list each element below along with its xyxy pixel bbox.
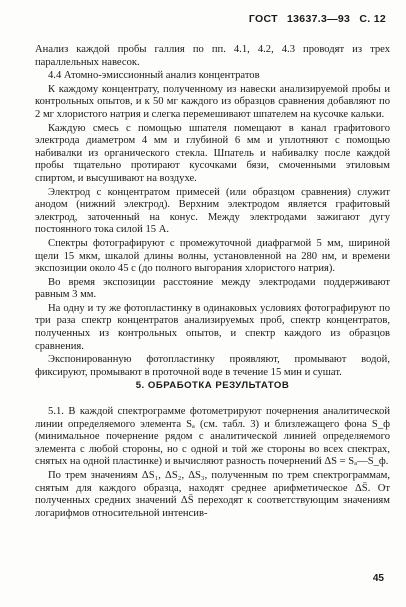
paragraph: Анализ каждой пробы галлия по пп. 4.1, 4.2, 4.3 проводят из трех параллельных навесок. — [35, 44, 390, 68]
paragraph: К каждому концентрату, полученному из навески анализируемой пробы и контрольных опытов, и к 50 мг каждого из образцов сравнения добавляют по 2 мг хлористого натрия и слегка перемешивают шпателем на кусочке кальки. — [35, 83, 390, 120]
paragraph: 5.1. В каждой спектрограмме фотометрируют почернения аналитической линии определяемого элемента Sₐ (см. табл. 3) и близлежащего фона S_ф (минимальное почернение рядом с аналитической линией определяемого элемента с любой стороны, но с одной и той же стороны во всех спектрах, снятых на одной пластинке) и вычисляют разность почернений ΔS = Sₐ—S_ф. — [35, 406, 390, 468]
header-page-label: С. 12 — [359, 13, 386, 25]
paragraph: Каждую смесь с помощью шпателя помещают в канал графитового электрода диаметром 4 мм и глубиной 6 мм и уплотняют с помощью набивалки из органического стекла. Шпатель и набивалку после каждой пробы тщательно протирают кусочками бязи, смоченными этиловым спиртом, и высушивают на воздухе. — [35, 122, 390, 184]
paragraph: На одну и ту же фотопластинку в одинаковых условиях фотографируют по три раза спектр концентратов анализируемых проб, спектр концентратов, полученных из контрольных опытов, и спектр каждого из образцов сравнения. — [35, 302, 390, 352]
section-4-text — [35, 44, 390, 380]
subsection-heading: 4.4 Атомно-эмиссионный анализ концентратов — [48, 70, 260, 82]
paragraph: Во время экспозиции расстояние между электродами поддерживают равным 3 мм. — [35, 276, 390, 301]
paragraph: Спектры фотографируют с промежуточной диафрагмой 5 мм, шириной щели 15 мкм, шкалой длины волны, установленной на 280 нм, и времени экспозиции около 45 с (до полного выгорания хлористого натрия). — [35, 237, 390, 275]
paragraph: Электрод с концентратом примесей (или образцом сравнения) служит анодом (нижний электрод). Верхним электродом является графитовый электрод, заточенный на конус. Между электродами зажигают дугу постоянного тока силой 15 А. — [35, 186, 390, 236]
standard-number: 13637.3—93 — [287, 13, 351, 25]
paragraph: Экспонированную фотопластинку проявляют, промывают водой, фиксируют, промывают в проточной воде в течение 15 мин и сушат. — [35, 354, 390, 378]
paragraph: По трем значениям ΔS₁, ΔS₂, ΔS₃, полученным по трем спектрограммам, снятым для каждого образца, находят среднее арифметическое ΔS̄. От полученных средних значений ΔS̄ переходят к соответствующим значениям логарифмов относительной интенсив- — [35, 469, 390, 519]
page-header — [249, 13, 386, 25]
section-title: 5. ОБРАБОТКА РЕЗУЛЬТАТОВ — [135, 380, 290, 391]
standard-label: ГОСТ — [248, 13, 278, 25]
section-5-text — [35, 406, 390, 521]
page-number: 45 — [372, 573, 384, 584]
